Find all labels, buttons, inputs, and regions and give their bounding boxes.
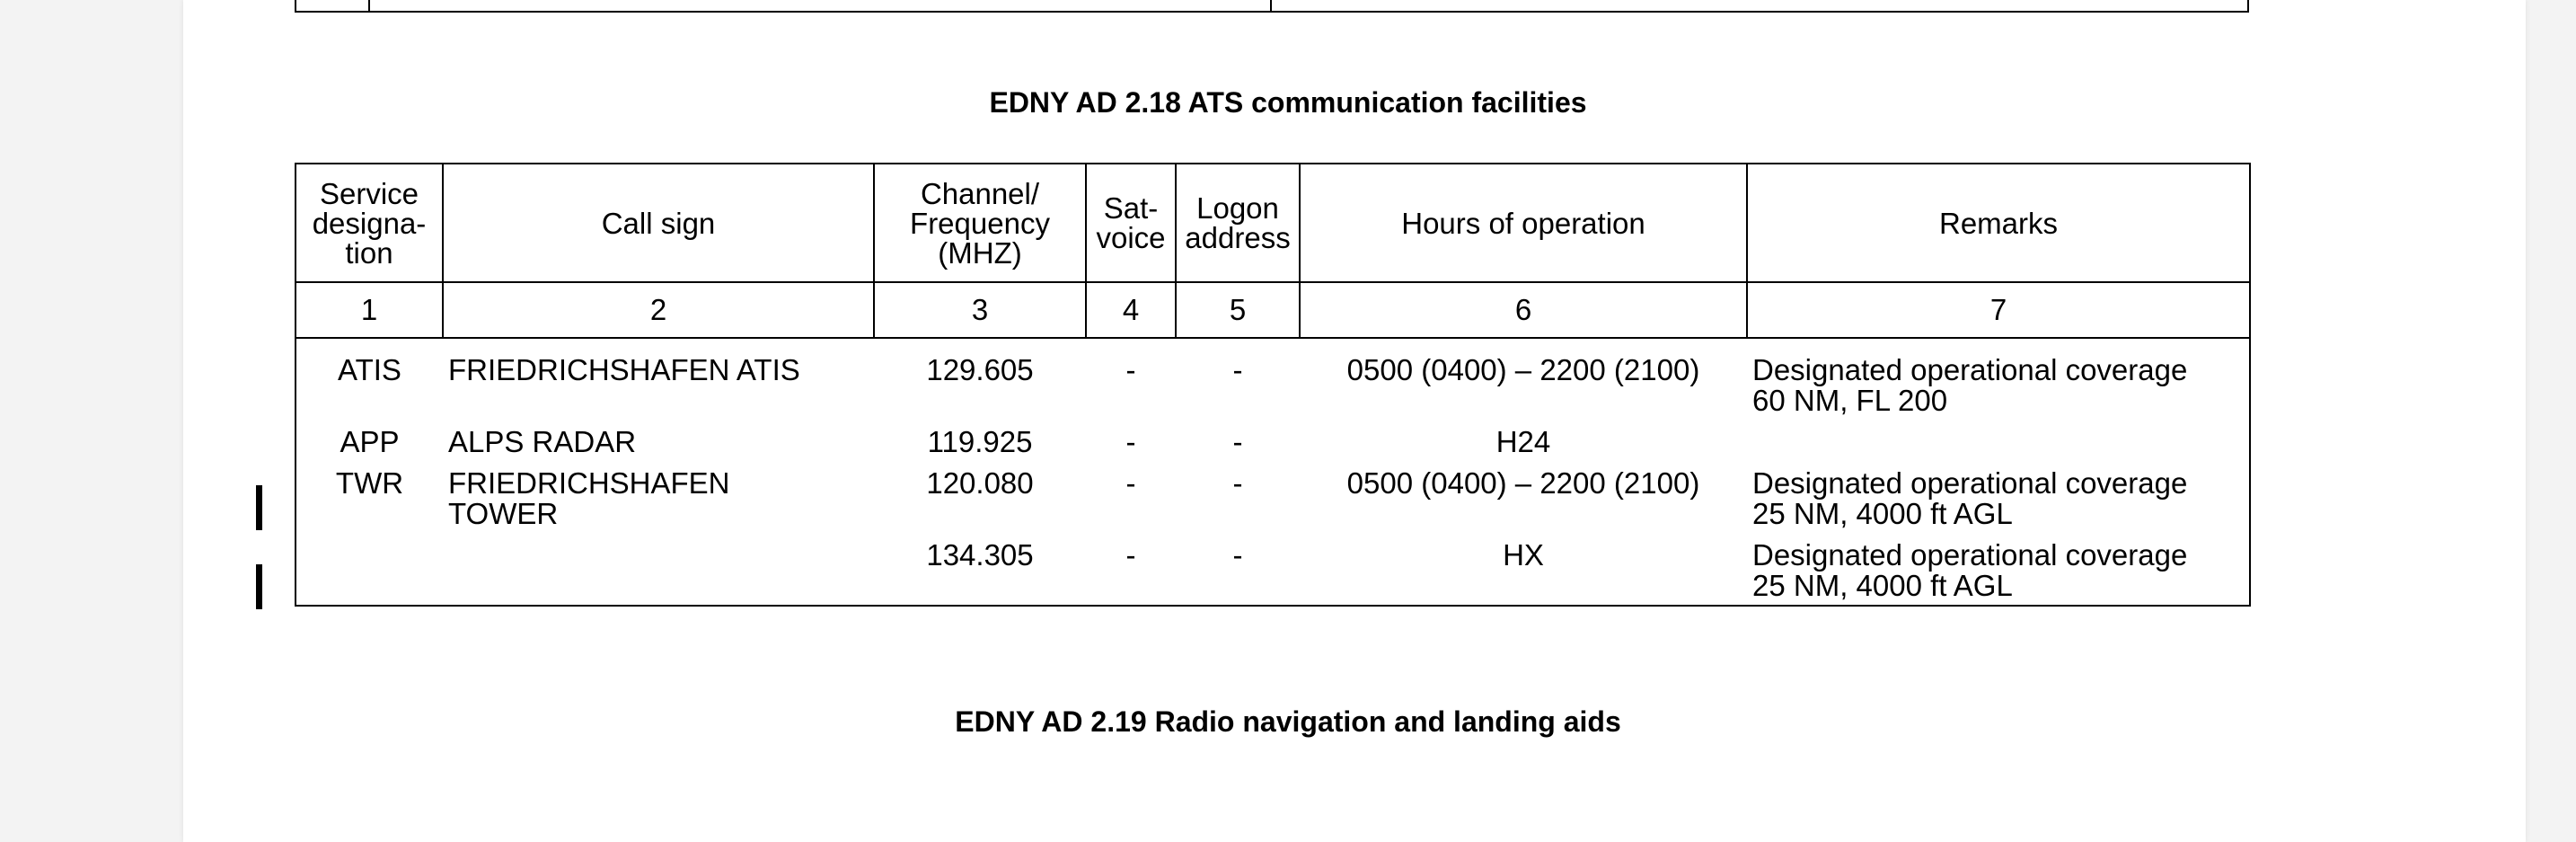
cell-satvoice: -: [1125, 425, 1136, 458]
cell-frequency: 120.080: [926, 466, 1034, 500]
column-number: 1: [296, 282, 443, 338]
table-row: [296, 427, 2250, 468]
column-number: 6: [1300, 282, 1747, 338]
cell-remarks: Designated operational coverage 25 NM, 4000 ft AGL: [1752, 466, 2188, 530]
change-bar: [256, 564, 262, 609]
table-row: [296, 468, 2250, 540]
cell-satvoice: -: [1125, 353, 1136, 386]
cell-logon: -: [1232, 353, 1243, 386]
cell-hours: HX: [1503, 538, 1544, 572]
table-divider: [368, 0, 370, 11]
cell-logon: -: [1232, 425, 1243, 458]
section-title-radio-navigation: EDNY AD 2.19 Radio navigation and landing aids: [955, 705, 1621, 738]
header-satvoice: Sat- voice: [1086, 164, 1176, 282]
cell-service: ATIS: [338, 353, 401, 386]
header-frequency: Channel/ Frequency (MHZ): [874, 164, 1086, 282]
cell-call-sign: [443, 540, 874, 606]
header-call-sign: Call sign: [443, 164, 874, 282]
cell-frequency: 134.305: [926, 538, 1034, 572]
cell-call-sign: ALPS RADAR: [448, 425, 637, 458]
cell-hours: H24: [1495, 425, 1551, 458]
cell-service: TWR: [335, 466, 404, 500]
cell-logon: -: [1232, 538, 1243, 572]
cell-frequency: 119.925: [927, 425, 1033, 458]
column-number: 3: [874, 282, 1086, 338]
header-hours: Hours of operation: [1300, 164, 1747, 282]
table-divider: [1270, 0, 1272, 11]
ats-communication-table: [295, 163, 2251, 607]
change-bar: [256, 485, 262, 530]
column-number: 7: [1747, 282, 2250, 338]
cell-hours: 0500 (0400) – 2200 (2100): [1346, 466, 1700, 500]
cell-remarks: [1747, 427, 2250, 468]
cell-frequency: 129.605: [926, 353, 1034, 386]
cell-hours: 0500 (0400) – 2200 (2100): [1346, 353, 1700, 386]
cell-satvoice: -: [1125, 466, 1136, 500]
cell-remarks: Designated operational coverage 60 NM, FL 200: [1752, 353, 2188, 417]
table-row: [296, 540, 2250, 606]
header-remarks: Remarks: [1747, 164, 2250, 282]
cell-service: [296, 540, 443, 606]
column-number: 4: [1086, 282, 1176, 338]
cell-call-sign: FRIEDRICHSHAFEN ATIS: [448, 353, 800, 386]
section-title-ats: EDNY AD 2.18 ATS communication facilities: [989, 86, 1587, 119]
table-row: [296, 338, 2250, 427]
cell-call-sign: FRIEDRICHSHAFEN TOWER: [448, 466, 730, 530]
cell-logon: -: [1232, 466, 1243, 500]
header-service-designation: Service designa- tion: [296, 164, 443, 282]
column-number: 5: [1176, 282, 1300, 338]
header-logon-address: Logon address: [1176, 164, 1300, 282]
column-number: 2: [443, 282, 874, 338]
previous-table-bottom: [295, 0, 2249, 13]
cell-service: APP: [340, 425, 400, 458]
cell-remarks: Designated operational coverage 25 NM, 4000 ft AGL: [1752, 538, 2188, 602]
cell-satvoice: -: [1125, 538, 1136, 572]
